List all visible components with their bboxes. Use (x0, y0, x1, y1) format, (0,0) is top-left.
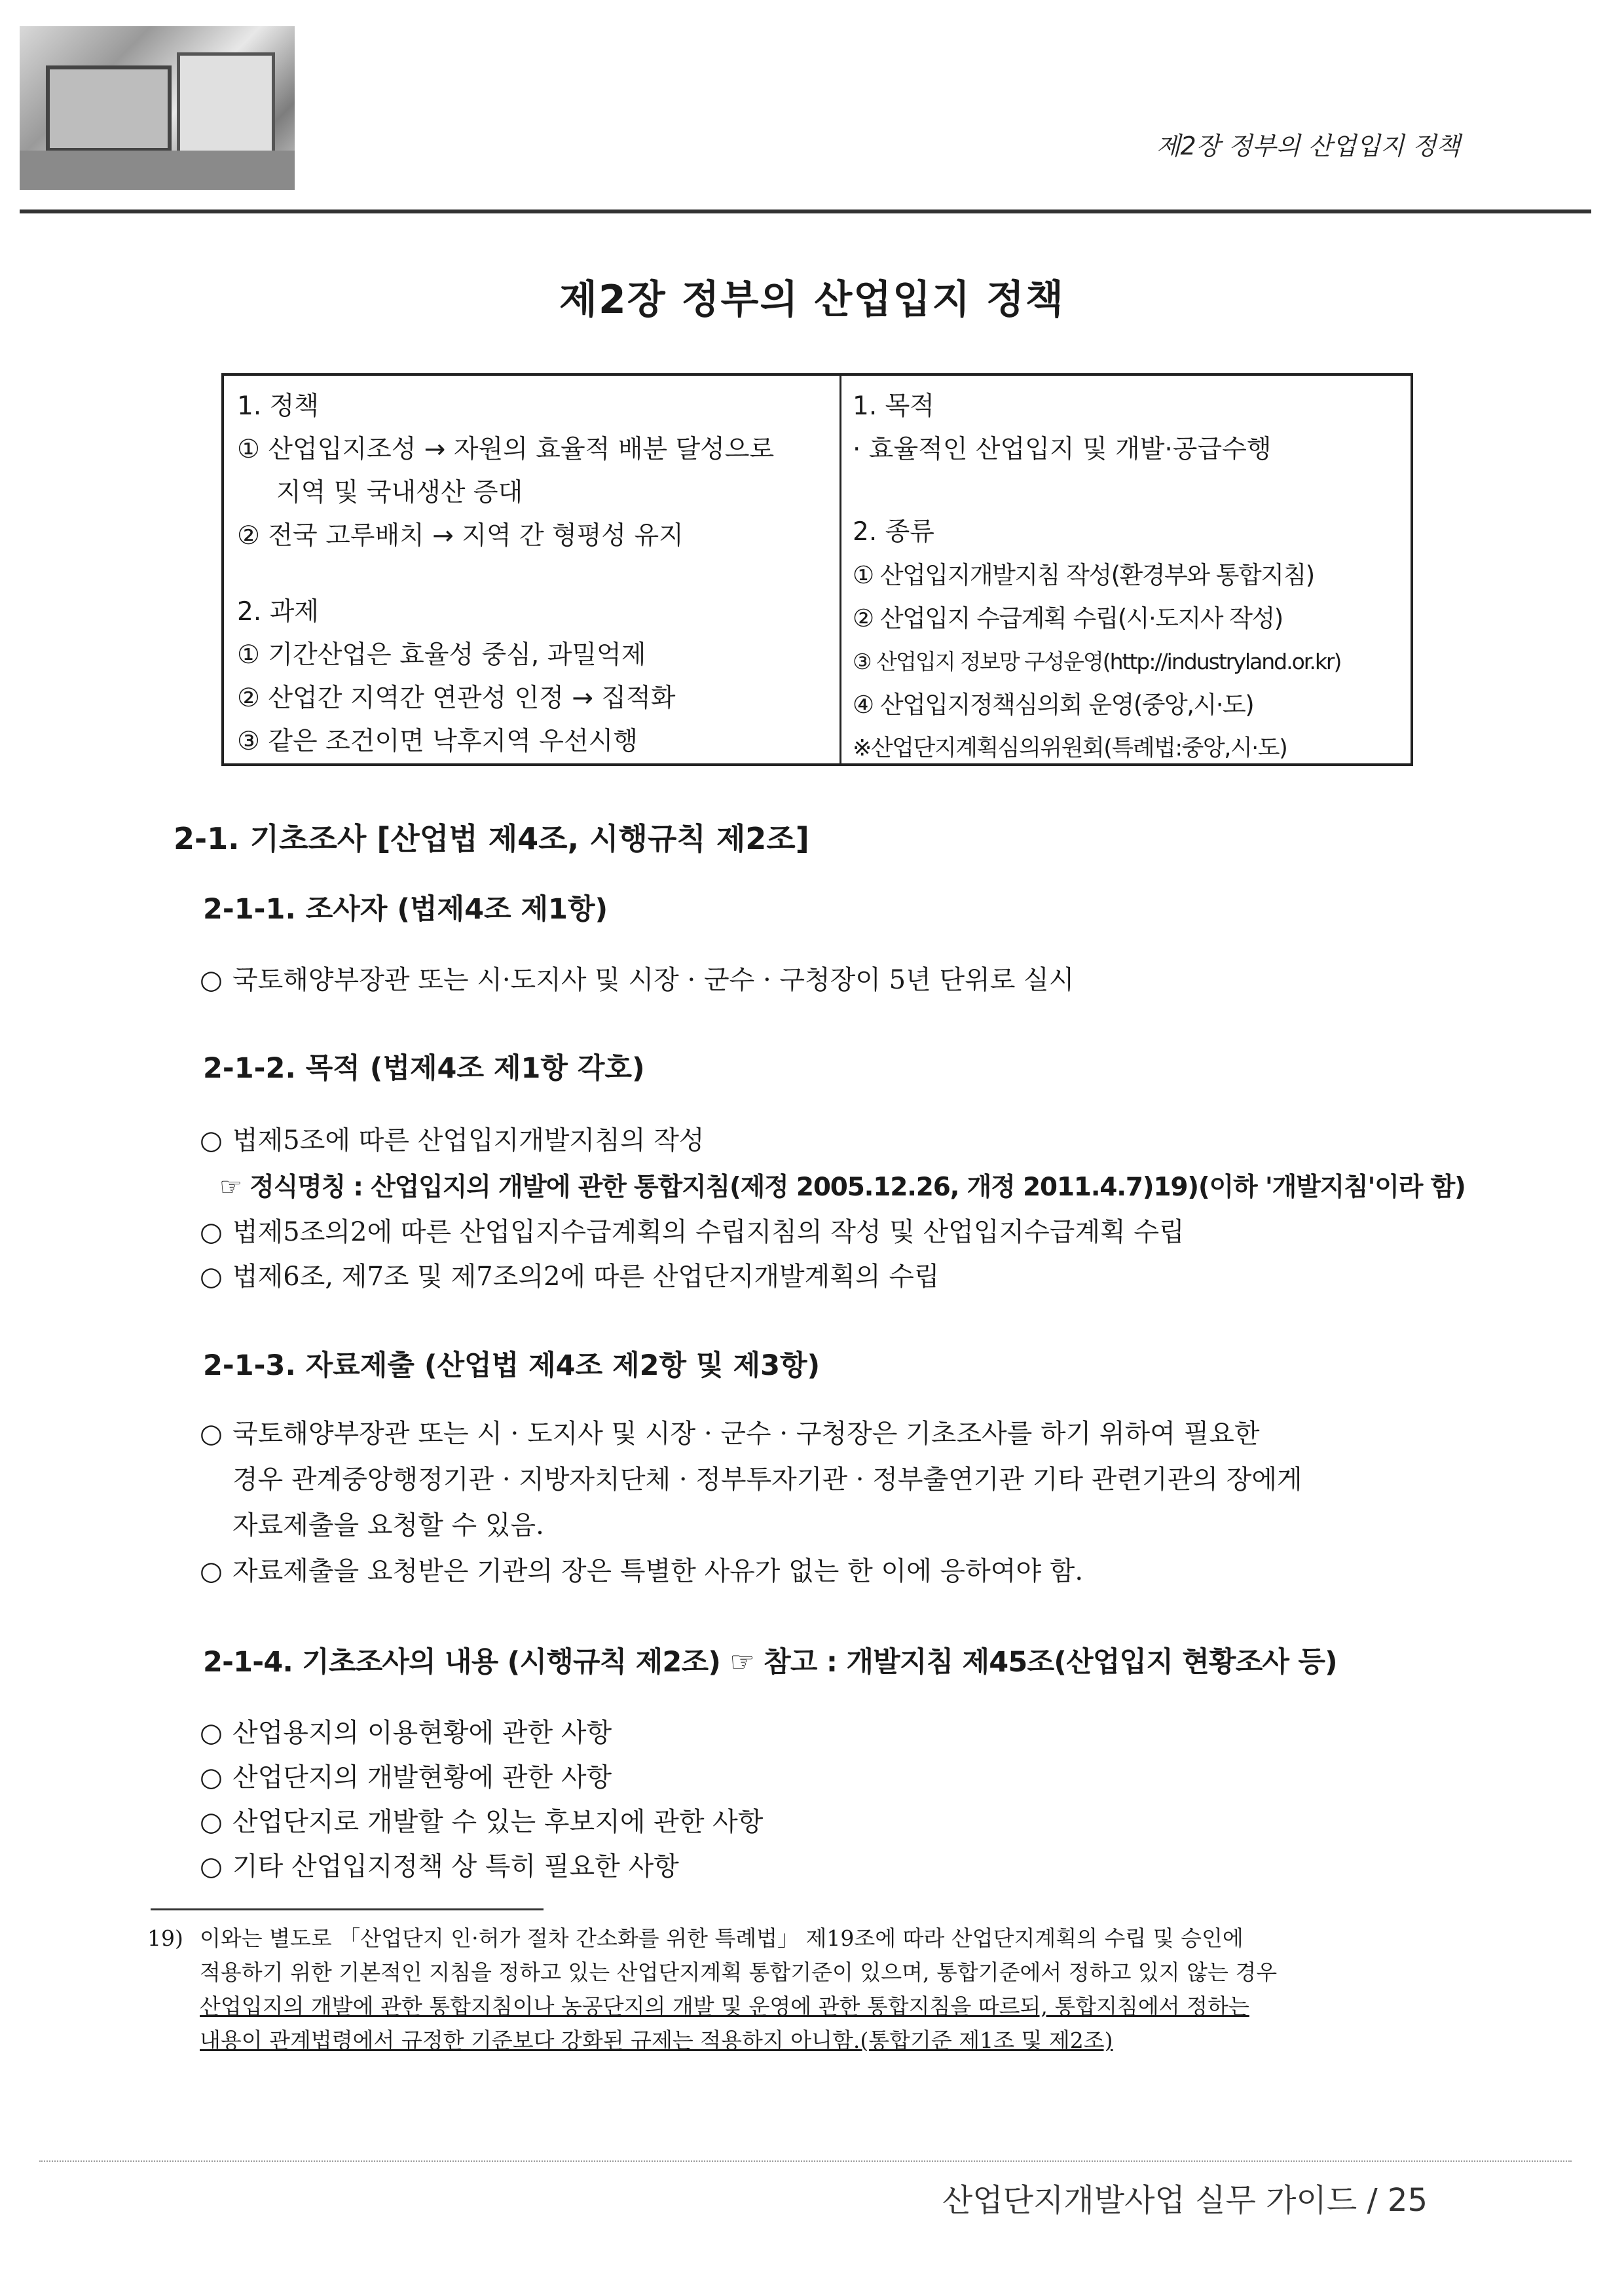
list-item-text: 산업단지로 개발할 수 있는 후보지에 관한 사항 (232, 1807, 764, 1837)
summary-right-item: ② 산업입지 수급계획 수립(시·도지사 작성) (853, 604, 1283, 632)
bullet-mark: ○ (200, 1217, 223, 1247)
summary-left-item: ② 전국 고루배치 → 지역 간 형평성 유지 (237, 521, 684, 551)
summary-right-heading: 1. 목적 (853, 392, 934, 421)
list-item-text: 법제5조에 따른 산업입지개발지침의 작성 (232, 1125, 705, 1156)
list-item (200, 1801, 763, 1838)
paragraph-line: 자료제출을 요청받은 기관의 장은 특별한 사유가 없는 한 이에 응하여야 함. (232, 1556, 1084, 1586)
bullet-mark: ○ (200, 1762, 223, 1793)
list-item (200, 1211, 1185, 1248)
paragraph-line: 자료제출을 요청할 수 있음. (232, 1510, 544, 1540)
summary-left-heading: 2. 과제 (237, 597, 319, 627)
summary-right-item: ① 산업입지개발지침 작성(환경부와 통합지침) (853, 561, 1314, 589)
bullet-mark: ○ (200, 965, 223, 995)
list-item (200, 959, 1074, 996)
subsection-heading-2-1-2: 2-1-2. 목적 (법제4조 제1항 각호) (203, 1052, 645, 1085)
running-header: 제2장 정부의 산업입지 정책 (1156, 132, 1460, 160)
list-item-text: 국토해양부장관 또는 시·도지사 및 시장 · 군수 · 구청장이 5년 단위로 실시 (232, 965, 1075, 995)
header-divider (20, 210, 1591, 213)
summary-left-item: ② 산업간 지역간 연관성 인정 → 집적화 (237, 683, 676, 713)
bullet-mark: ○ (200, 1419, 223, 1449)
summary-box (221, 373, 1413, 766)
footnote-line: 산업입지의 개발에 관한 통합지침이나 농공단지의 개발 및 운영에 관한 통합지침을 따르되, 통합지침에서 정하는 (200, 1994, 1249, 2019)
paragraph-line: 경우 관계중앙행정기관 · 지방자치단체 · 정부투자기관 · 정부출연기관 기타 관련기관의 장에게 (232, 1465, 1302, 1495)
list-item-text: 산업단지의 개발현황에 관한 사항 (232, 1762, 612, 1793)
paragraph-line: 국토해양부장관 또는 시 · 도지사 및 시장 · 군수 · 구청장은 기초조사를 하기 위하여 필요한 (232, 1419, 1260, 1449)
bullet-mark: ○ (200, 1125, 223, 1156)
list-item-text: 기타 산업입지정책 상 특히 필요한 사항 (232, 1851, 679, 1882)
summary-right-heading: 2. 종류 (853, 517, 934, 547)
summary-right-item: ③ 산업입지 정보망 구성운영(http://industryland.or.kr) (853, 649, 1341, 674)
bullet-mark: ○ (200, 1807, 223, 1837)
footnote-line: 적용하기 위한 기본적인 지침을 정하고 있는 산업단지계획 통합기준이 있으며, 통합기준에서 정하고 있지 않는 경우 (200, 1959, 1278, 1985)
subsection-heading-2-1-1: 2-1-1. 조사자 (법제4조 제1항) (203, 893, 608, 926)
list-item-text: 법제6조, 제7조 및 제7조의2에 따른 산업단지개발계획의 수립 (232, 1262, 940, 1292)
box-divider (840, 376, 841, 763)
page-footer: 산업단지개발사업 실무 가이드 / 25 (942, 2182, 1428, 2219)
summary-right-item: · 효율적인 산업입지 및 개발·공급수행 (853, 435, 1272, 464)
list-item-text: 산업용지의 이용현황에 관한 사항 (232, 1718, 612, 1748)
summary-left-item: ① 산업입지조성 → 자원의 효율적 배분 달성으로 (237, 435, 775, 464)
summary-left-item: ③ 같은 조건이면 낙후지역 우선시행 (237, 727, 638, 756)
bullet-mark: ○ (200, 1556, 223, 1586)
list-item (200, 1846, 679, 1883)
list-item (200, 1120, 704, 1157)
summary-left-column (237, 385, 826, 763)
chapter-title: 제2장 정부의 산업입지 정책 (559, 277, 1065, 323)
bullet-mark: ○ (200, 1718, 223, 1748)
footnote-number: 19) (147, 1925, 183, 1951)
list-item-text: 법제5조의2에 따른 산업입지수급계획의 수립지침의 작성 및 산업입지수급계획 수립 (232, 1217, 1185, 1247)
footer-divider (39, 2160, 1572, 2163)
reference-note: ☞ 정식명칭 : 산업입지의 개발에 관한 통합지침(제정 2005.12.26, 개정 2011.4.7)19)(이하 '개발지침'이라 함) (219, 1173, 1466, 1202)
paragraph (200, 1411, 1418, 1594)
subsection-heading-2-1-3: 2-1-3. 자료제출 (산업법 제4조 제2항 및 제3항) (203, 1349, 821, 1382)
subsection-heading-2-1-4: 2-1-4. 기초조사의 내용 (시행규칙 제2조) ☞ 참고 : 개발지침 제45조(산업입지 현황조사 등) (203, 1646, 1337, 1679)
summary-right-column (853, 385, 1409, 770)
list-item (200, 1712, 612, 1749)
footnote-divider (151, 1908, 544, 1910)
summary-right-note: ※산업단지계획심의위원회(특례법:중앙,시·도) (853, 735, 1287, 761)
bullet-mark: ○ (200, 1262, 223, 1292)
list-item (200, 1757, 612, 1794)
summary-left-item: 지역 및 국내생산 증대 (276, 478, 523, 507)
bullet-mark: ○ (200, 1851, 223, 1882)
list-item (200, 1256, 940, 1293)
section-heading: 2-1. 기초조사 [산업법 제4조, 시행규칙 제2조] (174, 821, 809, 856)
footnote-line: 내용이 관계법령에서 규정한 기준보다 강화된 규제는 적용하지 아니함.(통합기준 제1조 및 제2조) (200, 2028, 1113, 2053)
header-photo (20, 26, 295, 190)
summary-right-item: ④ 산업입지정책심의회 운영(중앙,시·도) (853, 691, 1254, 719)
footnote-line: 이와는 별도로 「산업단지 인·허가 절차 간소화를 위한 특례법」 제19조에 따라 산업단지계획의 수립 및 승인에 (200, 1925, 1244, 1951)
summary-left-item: ① 기간산업은 효율성 중심, 과밀억제 (237, 640, 646, 670)
summary-left-heading: 1. 정책 (237, 392, 319, 421)
